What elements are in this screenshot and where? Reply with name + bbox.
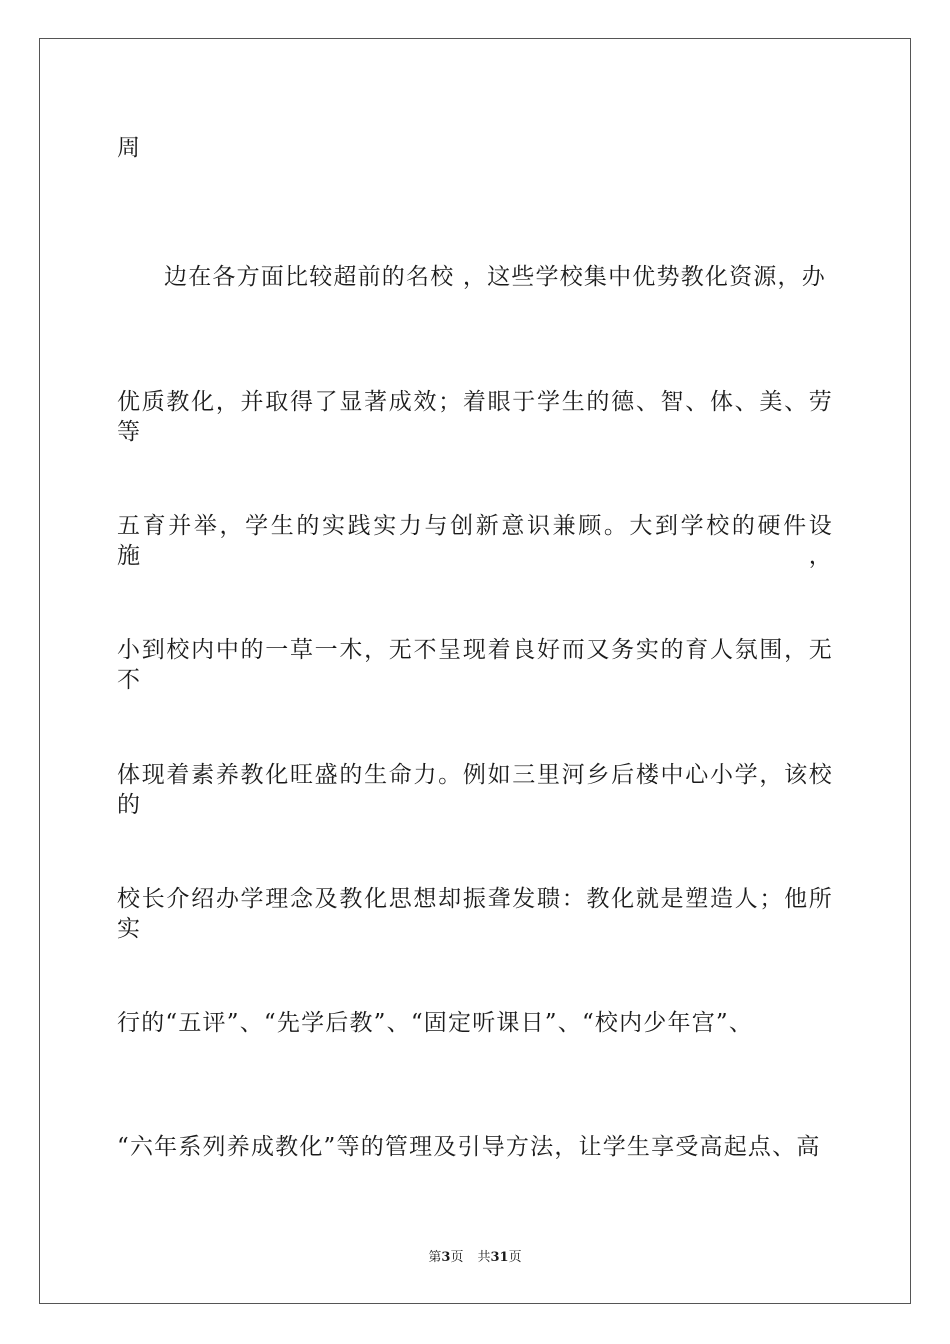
text-line-5: 小到校内中的一草一木，无不呈现着良好而又务实的育人氛围，无不 bbox=[117, 637, 833, 693]
text-line-7: 校长介绍办学理念及教化思想却振聋发聩：教化就是塑造人；他所实 bbox=[117, 886, 833, 942]
text-line-2: 边在各方面比较超前的名校 ，这些学校集中优势教化资源，办 bbox=[164, 264, 826, 290]
page-number: 3 bbox=[441, 1250, 451, 1265]
text-line-3: 优质教化，并取得了显著成效；着眼于学生的德、智、体、美、劳等 bbox=[117, 389, 833, 445]
page-footer bbox=[0, 1246, 950, 1265]
text-line-6: 体现着素养教化旺盛的生命力。例如三里河乡后楼中心小学，该校的 bbox=[117, 762, 833, 818]
page-suffix: 页 bbox=[450, 1250, 464, 1265]
text-line-9: “六年系列养成教化”等的管理及引导方法，让学生享受高起点、高 bbox=[117, 1134, 821, 1160]
page-prefix: 第 bbox=[428, 1250, 442, 1265]
total-suffix: 页 bbox=[508, 1250, 522, 1265]
text-line-1: 周 bbox=[117, 135, 142, 161]
text-line-8: 行的“五评”、“先学后教”、“固定听课日”、“校内少年宫”、 bbox=[117, 1010, 754, 1036]
total-pages: 31 bbox=[490, 1250, 509, 1265]
total-prefix: 共 bbox=[477, 1250, 491, 1265]
text-line-4: 五育并举，学生的实践实力与创新意识兼顾。大到学校的硬件设施， bbox=[117, 513, 833, 569]
